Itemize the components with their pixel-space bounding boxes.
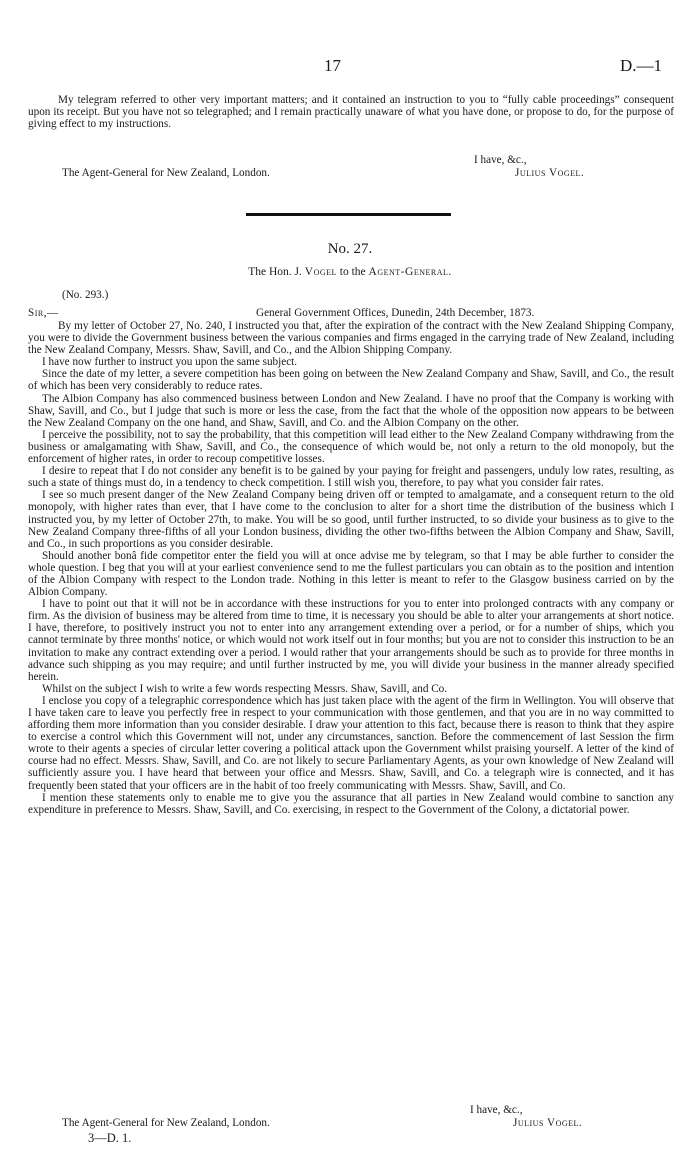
letter-body [28, 320, 674, 816]
paragraph: By my letter of October 27, No. 240, I instructed you that, after the expiration of the contract with the New Zealand Shipping Company, you were to divide the Government business between the various companies and firms engaged in the carrying trade of New Zealand, including the New Zealand Company, Messrs. Shaw, Savill, and Co., and the Albion Shipping Company. [28, 320, 674, 357]
paragraph: I see so much present danger of the New Zealand Company being driven off or tempted to amalgamate, and a consequent return to the old monopoly, with higher rates than ever, that I have come to the conclusion to alter for a short time the distribution of the business which I instructed you, by my letter of October 27th, to make. You will be so good, until further instructed, to so divide your business as to give to the New Zealand Company three-fifths of all your London business, dividing the other two-fifths between the Albion Company and Shaw, Savill, and Co., in such proportions as you consider desirable. [28, 489, 674, 550]
paragraph: Whilst on the subject I wish to write a few words respecting Messrs. Shaw, Savill, and Co. [42, 682, 448, 695]
paragraph: I have to point out that it will not be in accordance with these instructions for you to enter into prolonged contracts with any company or firm. As the division of business may be altered from time to time, it is necessary you should be able to alter your arrangements at short notice. I have, therefore, to positively instruct you not to enter into any arrangement extending over a period, or for a number of ships, which you cannot terminate by three months' notice, or which would not work itself out in four months; but you are not to consider this instruction to be an invitation to make any contract extending over a period. I would rather that your arrangements should be such as to provide for three months in advance such shipping as you may require; and until further instructed by me, you will divide your business in the manner already specified herein. [28, 598, 674, 683]
letter-title: The Hon. J. Vogel to the Agent-General. [248, 266, 452, 278]
addressee: The Agent-General for New Zealand, London. [62, 1117, 270, 1129]
signature: Julius Vogel. [513, 1117, 583, 1129]
paragraph: I have now further to instruct you upon the same subject. [42, 356, 298, 369]
paragraph: I perceive the possibility, not to say the probability, that this competition will lead either to the New Zealand Company withdrawing from the business or amalgamating with Shaw, Savill, and Co., the consequence of which would be, not only a return to the old monopoly, but the enforcement of higher rates, in order to recoup competitive losses. [28, 428, 674, 466]
paragraph: Should another bonâ fide competitor enter the field you will at once advise me by telegram, so that I may be able further to consider the whole question. I beg that you will at your earliest convenience send to me the fullest particulars you can obtain as to the position and intention of the Albion Company with respect to the London trade. Nothing in this letter is meant to refer to the Glasgow business carried on by the Albion Company. [28, 549, 674, 599]
section-divider [246, 213, 451, 216]
paragraph: I enclose you copy of a telegraphic correspondence which has just taken place with the agent of the firm in Wellington. You will observe that I have taken care to leave you perfectly free in respect to your communication with those gentlemen, and that you are in no way committed to affording them more information than you consider desirable. I draw your attention to this fact, because there is reason to think that they aspire to exercise a control which this Government will not, under any circumstances, sanction. Before the commencement of last Session the firm wrote to their agents a species of circular letter covering a political attack upon the Government whilst praising yourself. A letter of the kind of course had no effect. Messrs. Shaw, Savill, and Co. are not likely to secure Parliamentary Agents, as your own knowledge of New Zealand will sufficiently assure you. I have heard that between your office and Messrs. Shaw, Savill, and Co. a telegraph wire is connected, and it has frequently been stated that your officers are in the habit of too freely communicating with Messrs. Shaw, Savill, and Co. [28, 694, 674, 792]
letter-number: No. 27. [327, 241, 373, 257]
document-reference: D.—1 [619, 56, 662, 75]
letter-ref: (No. 293.) [62, 289, 109, 301]
signature: Julius Vogel. [515, 167, 585, 179]
printer-signature-mark: 3—D. 1. [88, 1131, 132, 1145]
paragraph: My telegram referred to other very important matters; and it contained an instruction to you to “fully cable proceedings” consequent upon its receipt. But you have not so telegraphed; and I remain practically unaware of what you have done, or propose to do, for the purpose of giving effect to my instructions. [28, 94, 674, 131]
addressee: The Agent-General for New Zealand, London. [62, 167, 270, 179]
paragraph: The Albion Company has also commenced business between London and New Zealand. I have no proof that the Company is working with Shaw, Savill, and Co., but I judge that such is more or less the case, from the fact that the whole of the opposition now appears to be between the New Zealand Company on the one hand, and Shaw, Savill, and Co. and the Albion Company on the other. [28, 392, 674, 429]
paragraph: Since the date of my letter, a severe competition has been going on between the New Zealand Company and Shaw, Savill, and Co., the result of which has been very considerably to reduce rates. [28, 368, 674, 393]
closing: I have, &c., [474, 154, 527, 166]
closing: I have, &c., [470, 1104, 523, 1116]
paragraph: I mention these statements only to enable me to give you the assurance that all parties in New Zealand would combine to sanction any expenditure in preference to Messrs. Shaw, Savill, and Co. exercising, in respect to the Government of the Colony, a dictatorial power. [28, 791, 674, 816]
top-letter-body [28, 94, 674, 130]
page-number: 17 [324, 56, 341, 75]
paragraph: I desire to repeat that I do not consider any benefit is to be gained by your paying for freight and passengers, unduly low rates, resulting, as such a state of things must do, in a tendency to check competition. I still wish you, therefore, to pay what you consider fair rates. [28, 465, 674, 490]
salutation: Sir,— [28, 307, 59, 319]
office-date: General Government Offices, Dunedin, 24th December, 1873. [256, 307, 535, 319]
